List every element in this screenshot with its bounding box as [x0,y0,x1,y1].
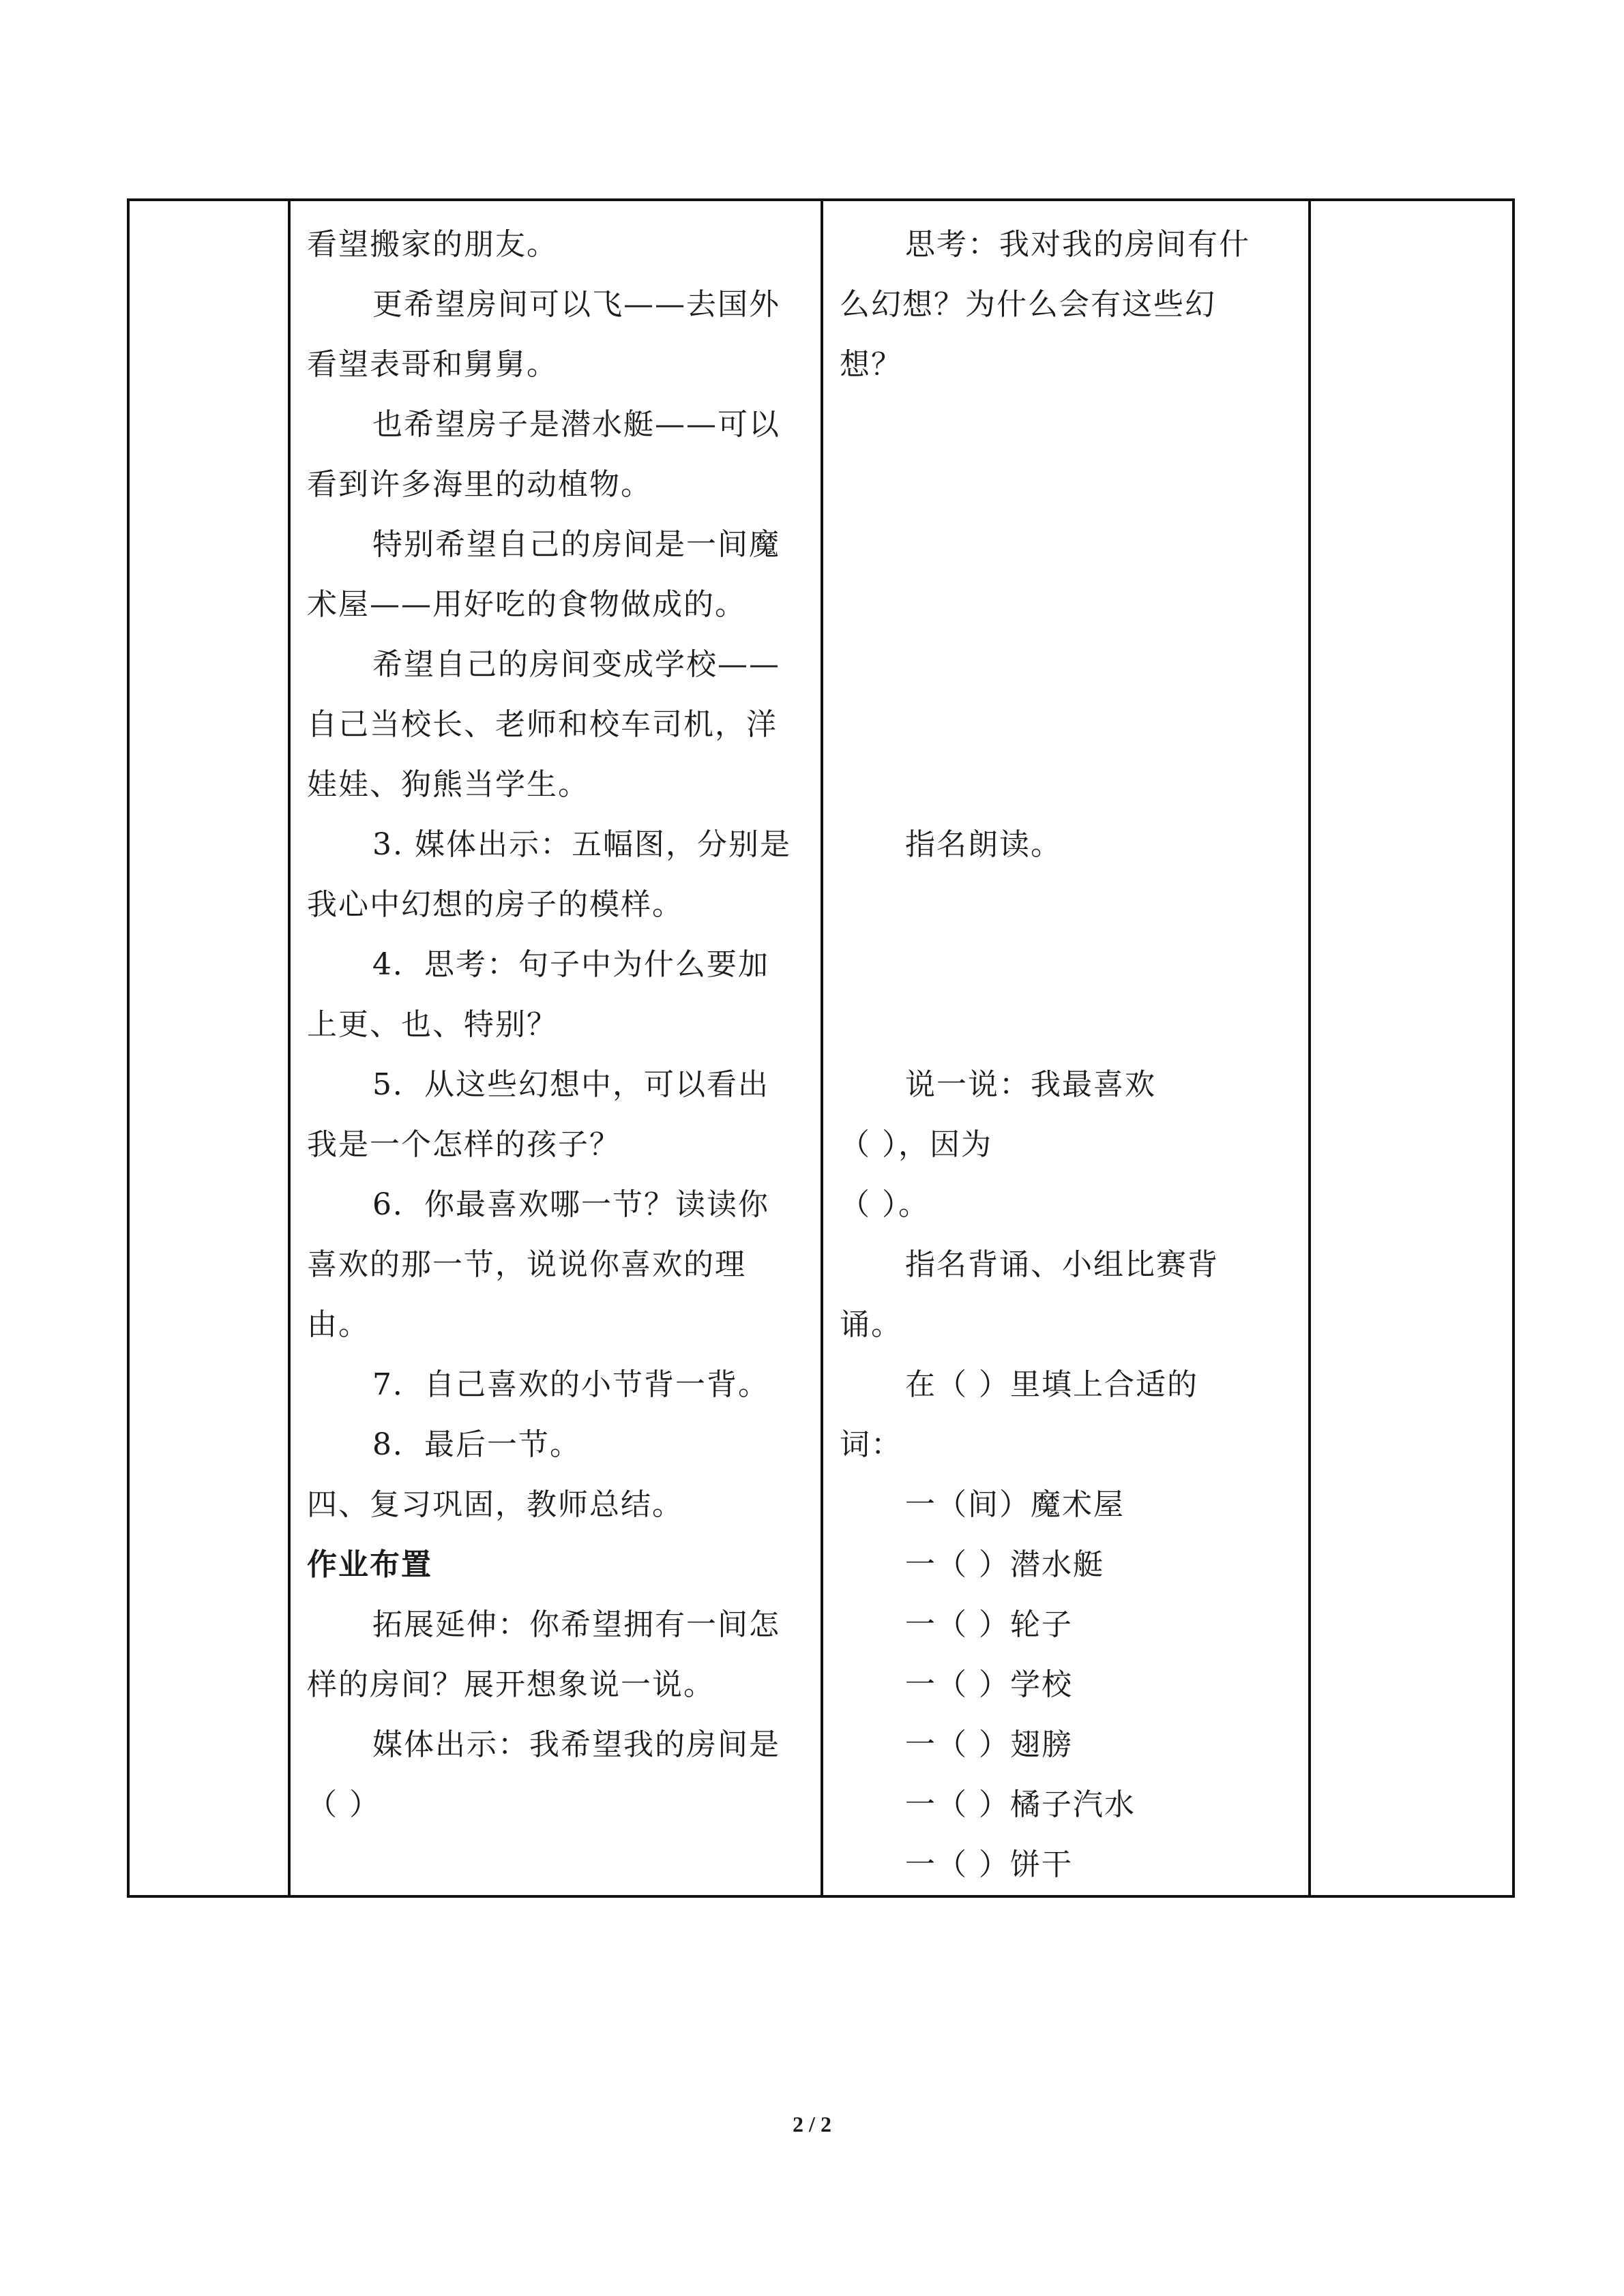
student-activity-text [823,201,1308,1895]
student-activity-line: 一（ ）轮子 [905,1607,1073,1642]
table-row [128,200,1514,1896]
teaching-process-text [291,201,821,1835]
teaching-process-line: 术屋——用好吃的食物做成的。 [307,587,746,622]
student-activity-line: （ ）。 [840,1187,930,1222]
teaching-process-line: 3. 媒体出示：五幅图，分别是 [372,827,791,862]
student-activity-line: 一（ ）饼干 [905,1847,1073,1882]
teaching-process-line: 7．自己喜欢的小节背一背。 [372,1367,769,1402]
student-activity-line: 思考：我对我的房间有什 [905,227,1250,262]
teaching-process-line: 6．你最喜欢哪一节？读读你 [372,1187,769,1222]
teaching-process-line: 4．思考：句子中为什么要加 [372,947,769,982]
student-activity-line: 在（ ）里填上合适的 [905,1367,1198,1402]
student-activity-line: 么幻想？为什么会有这些幻 [840,287,1216,322]
student-activity-line: 想？ [840,347,902,382]
teaching-process-line: 四、复习巩固，教师总结。 [307,1487,683,1522]
teaching-process-line: 我心中幻想的房子的模样。 [307,887,683,922]
teaching-process-line: 喜欢的那一节，说说你喜欢的理 [307,1247,746,1282]
empty-last-column-cell [1310,200,1514,1896]
teaching-process-line: 作业布置 [307,1547,432,1582]
teaching-process-line: 更希望房间可以飞——去国外 [372,287,780,322]
lesson-plan-table [127,198,1515,1898]
teaching-process-line: 娃娃、狗熊当学生。 [307,767,589,802]
student-activity-line: 指名背诵、小组比赛背 [905,1247,1219,1282]
teaching-process-line: 拓展延伸：你希望拥有一间怎 [372,1607,780,1642]
student-activity-line: 一（ ）翅膀 [905,1727,1073,1762]
student-activity-line: 诵。 [840,1307,902,1342]
teaching-process-line: 看望表哥和舅舅。 [307,347,558,382]
teaching-process-line: 由。 [307,1307,370,1342]
teaching-process-line: （ ） [307,1787,381,1822]
student-activity-line: 说一说：我最喜欢 [905,1067,1156,1102]
student-activity-line: 一（间）魔术屋 [905,1487,1125,1522]
teaching-process-line: 特别希望自己的房间是一间魔 [372,527,780,562]
student-activity-line: （ ），因为 [840,1127,992,1162]
teaching-process-line: 上更、也、特别？ [307,1007,558,1042]
teaching-process-line: 媒体出示：我希望我的房间是 [372,1727,780,1762]
teaching-process-line: 样的房间？展开想象说一说。 [307,1667,715,1702]
student-activity-line: 词： [840,1427,902,1462]
blank-space [840,395,1296,815]
teaching-process-line: 也希望房子是潜水艇——可以 [372,407,780,442]
teaching-process-line: 8．最后一节。 [372,1427,581,1462]
teaching-process-line: 希望自己的房间变成学校—— [372,647,780,682]
teaching-process-line: 我是一个怎样的孩子？ [307,1127,621,1162]
teaching-process-line: 看到许多海里的动植物。 [307,467,652,502]
teaching-process-line: 自己当校长、老师和校车司机，洋 [307,707,778,742]
student-activity-line: 一（ ）潜水艇 [905,1547,1104,1582]
teaching-process-cell [289,200,822,1896]
student-activity-line: 一（ ）学校 [905,1667,1073,1702]
student-activity-cell [822,200,1310,1896]
student-activity-line: 指名朗读。 [905,827,1062,862]
page-number: 2 / 2 [793,2112,831,2136]
empty-first-column-cell [128,200,289,1896]
blank-space [840,875,1296,1055]
teaching-process-line: 看望搬家的朋友。 [307,227,558,262]
student-activity-line: 一（ ）橘子汽水 [905,1787,1136,1822]
teaching-process-line: 5．从这些幻想中，可以看出 [372,1067,769,1102]
